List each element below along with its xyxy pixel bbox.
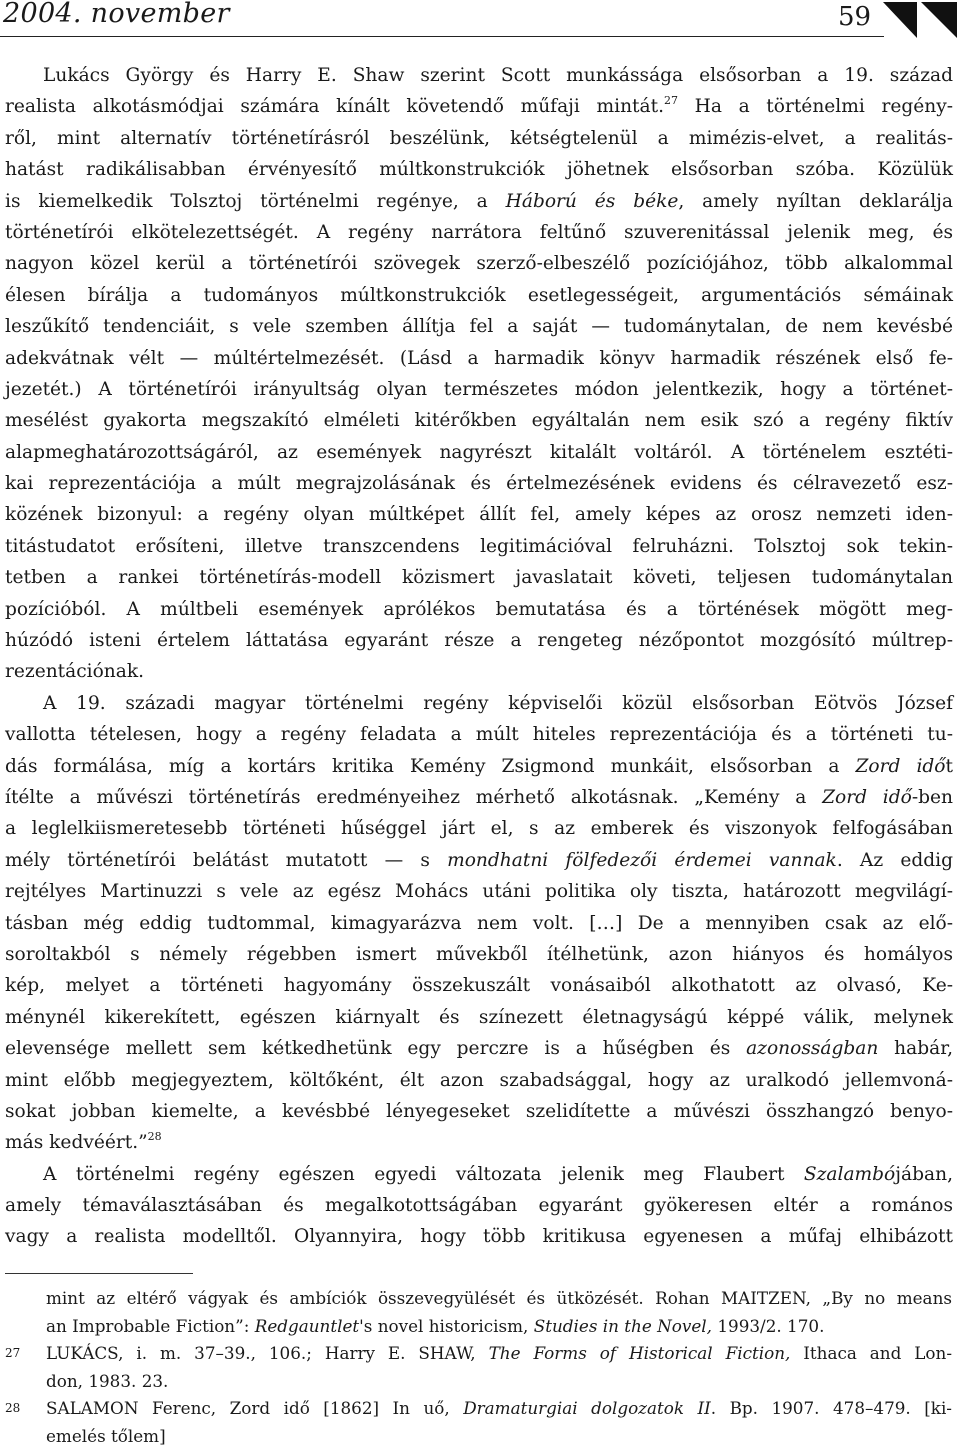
body-line: rezentációnak. xyxy=(5,661,145,683)
body-line: rejtélyes Martinuzzi s vele az egész Mohács utáni politika oly tiszta, határozott megvilágí- xyxy=(5,881,953,903)
body-line: történetírói elkötelezettségét. A regény narrátora feltűnő szuverenitással jelenik meg, és xyxy=(5,221,953,243)
body-line: adekvátnak vélt — múltértelmezését. (Lásd a harmadik könyv harmadik részének első fe- xyxy=(5,347,953,369)
body-line: mély történetírói belátást mutatott — s mondhatni fölfedezői érdemei vannak. Az eddig xyxy=(5,849,953,871)
body-line: dás formálása, míg a kortárs kritika Kemény Zsigmond munkáit, elsősorban a Zord időt xyxy=(5,755,953,777)
body-line: a leglelkiismeretesebb történeti hűséggel járt el, s az emberek és viszonyok felfogásában xyxy=(5,818,953,840)
body-line: nagyon közel kerül a történetírói szövegek szerző-elbeszélő pozíciójához, több alkalommal xyxy=(5,253,953,275)
footnote-ref-27[interactable]: 27 xyxy=(664,94,678,108)
body-line: elevensége mellett sem kétkedhetünk egy perczre is a hűségben és azonosságban habár, xyxy=(5,1038,953,1060)
body-line: más kedvéért.”$^{28}$ xyxy=(5,1130,162,1154)
body-line: ménynél kikerekített, egészen kiárnyalt és színezett életnagyságú képpé válik, melynek xyxy=(5,1006,953,1028)
body-line: élesen bírálja a tudományos múltkonstrukciók esetlegességeit, argumentációs sémáinak xyxy=(5,284,953,306)
body-line: pozícióból. A múltbeli események aprólékos bemutatása és a történések mögött meg- xyxy=(5,598,953,620)
footnote-line: don, 1983. 23. xyxy=(46,1370,169,1391)
body-line: kai reprezentációja a múlt megrajzolásának és értelmezésének evidens és célravezető esz- xyxy=(5,473,953,495)
footnote-line: mint az eltérő vágyak és ambíciók összevegyülését és ütközését. Rohan MAITZEN, „By no means xyxy=(46,1288,952,1308)
body-line: ről, mint alternatív történetírásról beszélünk, kétségtelenül a mimézis-elvet, a realitás- xyxy=(5,127,953,149)
body-line: mesélést gyakorta megszakító elméleti kitérőkben egyáltalán nem esik szó a regény fiktív xyxy=(5,410,953,432)
page-header xyxy=(0,0,960,40)
body-line: realista alkotásmódjai számára kínált követendő műfaji mintát.$^{27}$ Ha a történelmi regény- xyxy=(5,94,954,118)
footnote-line: emelés tőlem] xyxy=(46,1425,166,1446)
body-line: jezetét.) A történetírói irányultság olyan természetes módon jelentkezik, hogy a történet- xyxy=(5,378,953,400)
body-line: titástudatot erősíteni, illetve transzcendens legitimációval felruházni. Tolsztoj sok tekin- xyxy=(5,535,953,557)
footnote-27: 27 LUKÁCS, i. m. 37–39., 106.; Harry E. SHAW, The Forms of Historical Fiction, Ithaca and Lon- xyxy=(0,1340,960,1368)
body-line: A 19. századi magyar történelmi regény képviselői közül elsősorban Eötvös József xyxy=(43,692,953,714)
triangle-ornament-icon xyxy=(883,2,957,38)
footnote-separator xyxy=(5,1273,193,1274)
page-number: 59 xyxy=(838,2,872,32)
body-line: Lukács György és Harry E. Shaw szerint Scott munkássága elsősorban a 19. század xyxy=(43,65,953,86)
body-line: is kiemelkedik Tolsztoj történelmi regénye, a Háború és béke, amely nyíltan deklarálja xyxy=(5,190,953,212)
body-line: soroltakból s némely régebben ismert művekből ítélhetünk, azon hiányos és homályos xyxy=(5,943,953,965)
body-line: mint előbb megjegyeztem, költőként, élt azon szabadsággal, hogy az uralkodó jellemvoná- xyxy=(5,1069,953,1091)
footnote-28: 28 SALAMON Ferenc, Zord idő [1862] In uő, Dramaturgiai dolgozatok II. Bp. 1907. 478–479. [ki- xyxy=(0,1395,960,1423)
footnotes xyxy=(0,1285,960,1450)
footnote-line: an Improbable Fiction”: Redgauntlet's novel historicism, Studies in the Novel, 1993/2. 170. xyxy=(46,1315,825,1336)
running-title: 2004. november xyxy=(3,0,230,29)
body-line: vagy a realista modelltől. Olyannyira, hogy több kritikusa egyenesen a műfaj elhibázott xyxy=(5,1226,953,1248)
footnote-ref-28[interactable]: 28 xyxy=(147,1130,162,1144)
body-line: tásban még eddig tudtommal, kimagyarázva nem volt. […] De a mennyiben csak az elő- xyxy=(5,912,953,934)
body-line: közének bizonyul: a regény olyan múltképet állít fel, amely képes az orosz nemzeti iden- xyxy=(5,504,953,526)
body-line: leszűkítő tendenciáit, s vele szemben állítja fel a saját — tudománytalan, de nem kevésbé xyxy=(5,316,953,338)
header-rule xyxy=(0,36,884,37)
body-line: alapmeghatározottságáról, az események nagyrészt kitalált voltáról. A történelem esztéti- xyxy=(5,441,953,463)
body-line: vallotta tételesen, hogy a regény feladata a múlt hiteles reprezentációja és a történeti tu- xyxy=(5,724,953,746)
body-line: A történelmi regény egészen egyedi változata jelenik meg Flaubert Szalambójában, xyxy=(43,1163,953,1185)
footnote-number: 27 xyxy=(5,1346,21,1360)
body-line: húzódó isteni értelem láttatása egyaránt része a rengeteg nézőpontot mozgósító múltrep- xyxy=(5,630,953,652)
footnote-number: 28 xyxy=(5,1401,21,1415)
body-line: hatást radikálisabban érvényesítő múltkonstrukciók jöhetnek elsősorban szóba. Közülük xyxy=(5,159,953,181)
body-line: kép, melyet a történeti hagyomány összekuszált vonásaiból alkothatott az olvasó, Ke- xyxy=(5,975,953,997)
body-line: tetben a rankei történetírás-modell közismert javaslatait követi, teljesen tudománytalan xyxy=(5,567,953,589)
body-line: sokat jobban kiemelte, a kevésbbé lényegeseket szelidítette a művészi összhangzó benyo- xyxy=(5,1100,953,1122)
body-line: amely témaválasztásában és megalkotottságában egyaránt gyökeresen eltér a romános xyxy=(5,1195,953,1217)
body-text xyxy=(5,60,953,1253)
body-line: ítélte a művészi történetírás eredményeihez mérhető alkotásnak. „Kemény a Zord idő-ben xyxy=(5,786,954,808)
